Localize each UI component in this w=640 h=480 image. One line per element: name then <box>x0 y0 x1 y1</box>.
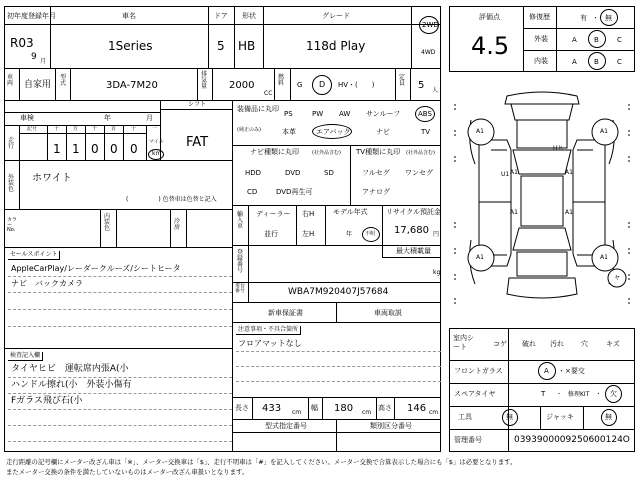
inspector-note-2: ハンドル擦れ(小 外装小傷有 <box>11 380 132 390</box>
navi-dvd: DVD <box>285 169 301 177</box>
unit-header-4: 百 <box>111 126 117 132</box>
drive-2wd: 2WD <box>422 21 439 29</box>
diagram-label-5: A1 <box>510 169 518 176</box>
diagram-label-3: A1 <box>476 254 484 261</box>
cold-label: 冷房 <box>174 218 181 231</box>
exterior-grade-c: C <box>617 36 622 44</box>
shift: FAT <box>186 135 209 150</box>
model-year-label: モデル年式 <box>333 208 368 216</box>
front-glass-a: A <box>544 367 549 375</box>
capacity-unit: 人 <box>432 87 439 94</box>
interior-grade-label: 内装 <box>534 57 548 65</box>
equipment-sublabel: (純正のみ) <box>237 127 261 133</box>
kg-unit: kg <box>433 269 441 276</box>
chassis-label: 車台番号 <box>235 283 246 294</box>
front-glass-rest: ・×要交 <box>558 367 585 375</box>
interior-color-label: 内装色 <box>104 213 111 232</box>
exterior-grade-label: 外装 <box>534 35 548 43</box>
equip-navi: ナビ <box>376 128 390 136</box>
navi-dvd-play: DVD再生可 <box>276 188 313 196</box>
shape-label: 形状 <box>242 12 256 20</box>
exterior-note: ( ) 色替車は色替と記入 <box>126 196 217 203</box>
mileage-digit-3: 0 <box>91 142 99 156</box>
sheet-burn: コゲ <box>493 340 507 348</box>
mgmt-value: 0393900009250600124O <box>514 435 630 445</box>
sheet-tear: 破れ <box>522 340 536 348</box>
equip-airbag: エアバック <box>316 128 351 136</box>
fuel-hv: HV・( ) <box>338 81 375 89</box>
spare-t: T <box>541 390 546 398</box>
notes-label: 注意事項・不具合箇所 <box>236 326 301 335</box>
recycle-value: 17,680 <box>394 225 429 236</box>
width: 180 <box>334 403 354 414</box>
diagram-label-8: A1 <box>565 209 573 216</box>
unit-header-6: 一 <box>152 126 158 132</box>
tv-analog: アナログ <box>362 188 390 196</box>
sheet-hole: 穴 <box>581 340 588 348</box>
sales-point-1: AppleCarPlay/レーダークルーズ/シートヒータ <box>11 264 181 273</box>
interior-grade-c: C <box>617 58 622 66</box>
equip-pw: PW <box>312 110 324 118</box>
class-label: 類別区分番号 <box>370 422 412 430</box>
unit-header-3: 千 <box>92 126 98 132</box>
mile-label: マイル <box>149 139 164 145</box>
navi-sub: (社外品含む) <box>312 150 341 156</box>
import-rh: 右H <box>302 210 315 218</box>
tv-label: TV種類に丸印 <box>356 148 401 156</box>
mileage-digit-1: 1 <box>53 142 61 156</box>
height: 146 <box>407 403 427 414</box>
car-diagram <box>449 90 635 320</box>
model-label: 型式 <box>60 74 67 87</box>
capacity-label: 定員 <box>399 74 406 87</box>
length: 433 <box>262 403 282 414</box>
reg-no-label: 登録番号 <box>237 249 244 274</box>
grade-label: グレード <box>322 12 350 20</box>
diagram-label-2: A1 <box>600 128 608 135</box>
exterior-grade-b: B <box>594 36 599 44</box>
equip-leather: 本革 <box>282 128 296 136</box>
chassis-value: WBA7M920407J57684 <box>288 287 389 297</box>
navi-cd: CD <box>247 188 258 196</box>
height-label: 高さ <box>378 404 392 412</box>
height-unit: cm <box>429 409 439 416</box>
repair-label: 修復歴 <box>529 13 550 21</box>
equip-abs: ABS <box>418 110 432 118</box>
import-parallel: 並行 <box>264 230 278 238</box>
unit-header-5: 十 <box>131 126 137 132</box>
interior-sheet-label: 室内シート <box>453 334 474 352</box>
length-label: 長さ <box>235 404 249 412</box>
diagram-label-1: A1 <box>476 128 484 135</box>
manual-label: 車両取説 <box>374 309 402 317</box>
fuel-d: D <box>319 80 326 89</box>
model-year-unknown: 不明 <box>365 231 376 237</box>
color-no-label: カラーNo. <box>7 217 18 233</box>
navi-sd: SD <box>324 169 334 177</box>
notes-value: フロアマットなし <box>238 339 302 348</box>
capacity: 5 <box>418 80 425 91</box>
recycle-label: リサイクル預託金 <box>386 208 442 216</box>
tv-oneseg: ワンセグ <box>405 169 433 177</box>
first-reg-month: 9 <box>31 52 37 62</box>
tv-fullseg: フルセグ <box>362 169 390 177</box>
equip-ps: PS <box>284 110 293 118</box>
model-year-unit: 年 <box>346 231 353 238</box>
grade: 118d Play <box>306 39 366 53</box>
exterior-label: 外装色 <box>8 174 15 193</box>
unit-header-0: 記号 <box>27 126 38 132</box>
diagram-badge: ヤ <box>614 275 621 282</box>
car-name-label: 車名 <box>122 12 136 20</box>
equip-sunroof: サンルーフ <box>366 110 401 118</box>
fuel-g: G <box>297 81 303 89</box>
yen: 円 <box>433 231 440 238</box>
jack-value: 無 <box>605 413 612 421</box>
model: 3DA-7M20 <box>106 80 158 91</box>
diagram-label-7: A1 <box>510 209 518 216</box>
inspector-notes-label: 検査記入欄 <box>8 352 43 361</box>
import-lh: 左H <box>302 230 315 238</box>
exterior-color: ホワイト <box>32 173 72 184</box>
footer-line-2: またメーター交換の条件を満たしていないものはメーター改ざん車扱いとなります。 <box>6 468 249 476</box>
tools-value: 無 <box>506 413 513 421</box>
km-label: km <box>152 150 162 157</box>
exterior-grade-a: A <box>572 36 577 44</box>
shift-label: シフト <box>188 101 207 108</box>
interior-grade-b: B <box>594 58 599 66</box>
spare-kit: ・ 修理KIT ・ <box>556 391 602 398</box>
tools-label: 工具 <box>458 413 472 421</box>
drive-4wd: 4WD <box>421 49 436 56</box>
repair-no: 無 <box>605 14 612 22</box>
mileage-digit-2: 1 <box>72 142 80 156</box>
max-load-label: 最大積載量 <box>396 247 431 255</box>
sheet-stain: 汚れ <box>550 340 564 348</box>
navi-hdd: HDD <box>245 169 262 177</box>
first-reg-label: 初年度登録年月 <box>7 12 56 20</box>
inspection-year-unit: 年 <box>104 114 111 122</box>
displacement: 2000 <box>229 80 255 91</box>
unit-header-1: 十 <box>54 126 60 132</box>
score-label: 評価点 <box>479 13 500 21</box>
sales-points-label: セールスポイント <box>8 251 60 260</box>
mileage-digit-4: 0 <box>110 142 118 156</box>
diagram-label-roof: Hヒ <box>553 145 564 152</box>
jack-label: ジャッキ <box>546 413 574 421</box>
mgmt-label: 管理番号 <box>454 436 482 444</box>
equip-tv: TV <box>421 128 431 136</box>
equipment-label: 装備品に丸印 <box>237 105 279 113</box>
car-name: 1Series <box>108 39 153 53</box>
door-label: ドア <box>214 12 228 20</box>
width-unit: cm <box>362 409 372 416</box>
sales-point-2: ナビ バックカメラ <box>11 279 83 288</box>
inspection-month-unit: 月 <box>146 114 153 122</box>
width-label: 幅 <box>311 404 318 412</box>
diagram-label-6: A1 <box>565 169 573 176</box>
type-cert-label: 型式指定番号 <box>265 422 307 430</box>
use-label: 車両 <box>7 74 14 87</box>
import-dealer: ディーラー <box>256 210 291 218</box>
diagram-label-4: A1 <box>600 254 608 261</box>
warranty-label: 新車保証書 <box>268 309 303 317</box>
length-unit: cm <box>292 409 302 416</box>
import-label: 輸入車 <box>237 211 244 230</box>
first-reg-year: R03 <box>10 36 34 50</box>
use: 自家用 <box>24 80 52 90</box>
spare-none: 欠 <box>610 390 617 398</box>
inspection-label: 車検 <box>20 114 34 122</box>
equip-aw: AW <box>339 110 351 118</box>
front-glass-label: フロントガラス <box>454 367 503 375</box>
cc-unit: CC <box>264 90 273 97</box>
inspector-note-1: タイヤヒビ 運転席内張A(小 <box>11 364 129 374</box>
shape: HB <box>238 39 256 53</box>
unit-header-2: 万 <box>73 126 79 132</box>
navi-label: ナビ種類に丸印 <box>250 148 299 156</box>
inspector-note-3: Fガラス飛び石(小 <box>11 396 83 406</box>
month-unit: 月 <box>40 58 47 65</box>
displacement-label: 排気量 <box>201 71 208 90</box>
tv-sub: (社外品含む) <box>406 150 435 156</box>
doors: 5 <box>217 39 225 53</box>
footer-line-1: 走行距離の記号欄にメーター改ざん車は「※」、メーター交換車は「$」、走行不明車は「#」を記入してください。メーター交換で合算表示した場合にも「$」は必要となります。 <box>6 458 517 466</box>
score: 4.5 <box>471 32 510 60</box>
sheet-scratch: キズ <box>606 340 620 348</box>
mileage-digit-5: 0 <box>130 142 138 156</box>
repair-yes: 有 <box>580 14 587 22</box>
interior-grade-a: A <box>572 58 577 66</box>
spare-label: スペアタイヤ <box>454 390 496 398</box>
repair-sep: ・ <box>592 14 599 22</box>
mileage-label: 走行 <box>8 137 15 150</box>
diagram-label-u1: U1 <box>501 171 510 178</box>
fuel-label: 燃料 <box>278 74 285 87</box>
